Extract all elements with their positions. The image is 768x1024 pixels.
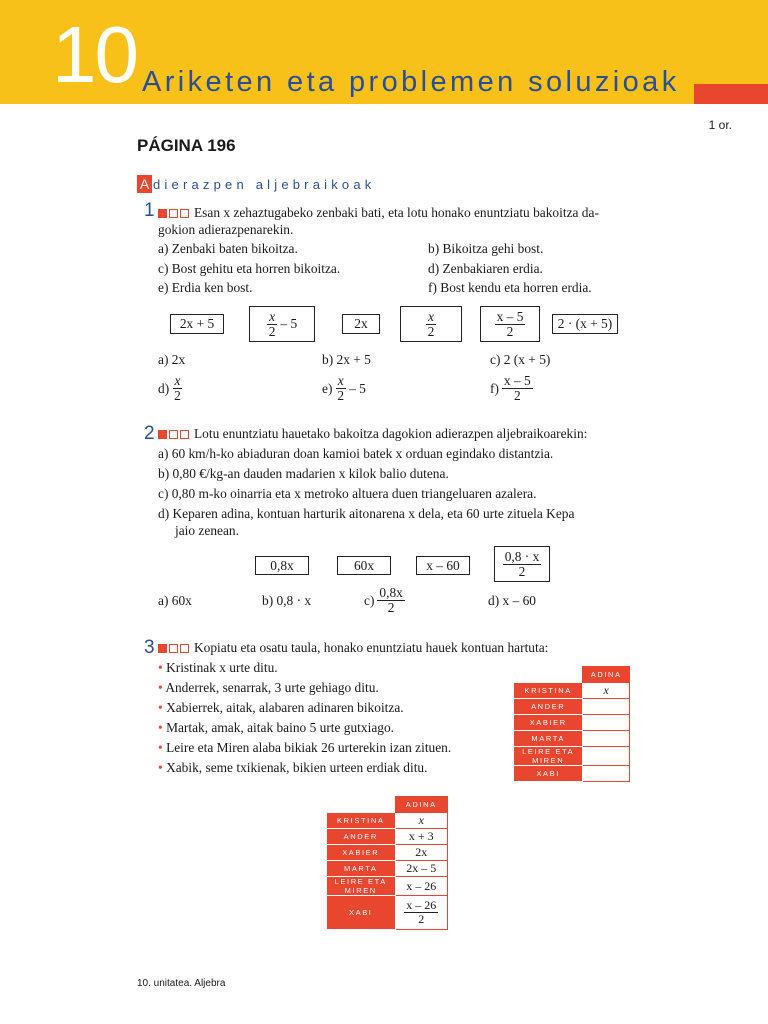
fraction-denominator: 2: [268, 323, 276, 339]
q2-statement: Lotu enuntziatu hauetako bakoitza dagokion adierazpen aljebraikoarekin:: [194, 426, 588, 441]
fraction-numerator: x: [269, 308, 276, 324]
q3-bullet: • Xabierrek, aitak, alabaren adinaren bikoitza.: [158, 700, 404, 715]
row-label: XABI: [514, 766, 583, 782]
answer-text: d) x – 60: [488, 593, 536, 608]
table-cell: [395, 896, 448, 930]
expression-box: [552, 314, 618, 334]
row-label: KRISTINA: [327, 813, 396, 829]
fraction: [267, 310, 278, 339]
q1-answer-a: [158, 352, 185, 368]
fraction-denominator: 2: [337, 388, 345, 403]
table-cell: x: [583, 683, 630, 699]
expression-box: [416, 556, 470, 575]
expression-box: [249, 306, 315, 342]
exercise-table: [513, 666, 630, 782]
answer-label: e): [322, 380, 333, 396]
table-row: [327, 877, 448, 896]
q2-item-d-cont: jaio zenean.: [175, 523, 239, 538]
fraction: [503, 550, 542, 579]
fraction-numerator: 0,8 · x: [504, 548, 540, 564]
bullet-text: Leire eta Miren alaba bikiak 26 urterekin izan zituen.: [166, 740, 452, 755]
q3-bullet: • Leire eta Miren alaba bikiak 26 urterekin izan zituen.: [158, 740, 452, 755]
section-heading: [137, 175, 375, 193]
fraction: [502, 374, 533, 403]
difficulty-square: [180, 644, 189, 653]
answer-label: c): [364, 592, 375, 608]
expression-box: [342, 314, 380, 334]
chapter-number: 10: [52, 10, 137, 99]
table-row: [514, 683, 630, 699]
expression-box: [337, 556, 391, 575]
expression-box: [480, 306, 540, 342]
bullet-text: Anderrek, senarrak, 3 urte gehiago ditu.: [165, 680, 379, 695]
q2-answer-b: [262, 593, 311, 609]
page-heading: PÁGINA 196: [137, 136, 236, 155]
row-label: ANDER: [514, 699, 583, 715]
page-footer: 10. unitatea. Aljebra: [137, 978, 226, 989]
q3-bullet: • Kristinak x urte ditu.: [158, 660, 278, 675]
q1-answer-c: [490, 352, 550, 368]
expression-text: 2x: [354, 316, 368, 331]
row-label: XABIER: [327, 845, 396, 861]
answer-text: a) 2x: [158, 352, 186, 367]
fraction-numerator: x: [174, 373, 181, 388]
bullet-text: Xabik, seme txikienak, bikien urteen erdiak ditu.: [166, 760, 428, 775]
q3-bullet: • Xabik, seme txikienak, bikien urteen erdiak ditu.: [158, 760, 428, 775]
difficulty-squares: [158, 209, 189, 218]
expression-box: [400, 306, 462, 342]
difficulty-square: [169, 209, 178, 218]
expression-text: x – 60: [426, 557, 460, 573]
fraction-denominator: 2: [518, 563, 526, 579]
table-cell: 2x – 5: [395, 861, 448, 877]
q1-item-e: e) Erdia ken bost.: [158, 280, 253, 295]
row-label: LEIRE ETA MIREN: [514, 747, 583, 766]
q1-statement-line1: Esan x zehaztugabeko zenbaki bati, eta lotu honako enuntziatu bakoitza da-: [194, 205, 599, 220]
q2-answer-a: [158, 593, 192, 609]
table-row: [514, 715, 630, 731]
table-corner: [514, 667, 583, 683]
chapter-header: [0, 0, 768, 104]
q1-answer-f: [490, 374, 533, 403]
q3-bullet: • Anderrek, senarrak, 3 urte gehiago ditu.: [158, 680, 379, 695]
fraction-denominator: 2: [427, 323, 435, 339]
fraction-numerator: x – 5: [503, 373, 531, 388]
chapter-title: Ariketen eta problemen soluzioak: [142, 66, 680, 98]
fraction: [495, 310, 526, 339]
row-label: XABIER: [514, 715, 583, 731]
answer-text: a) 60x: [158, 593, 192, 608]
table-cell: x: [395, 813, 448, 829]
difficulty-square: [169, 430, 178, 439]
fraction: [426, 310, 437, 339]
table-row: [327, 829, 448, 845]
q1-answer-d: [158, 374, 183, 403]
table-cell: 2x: [395, 845, 448, 861]
row-label: MARTA: [327, 861, 396, 877]
q1-item-a: a) Zenbaki baten bikoitza.: [158, 241, 298, 256]
q1-item-f: f) Bost kendu eta horren erdia.: [428, 280, 592, 295]
table-row: [327, 813, 448, 829]
expression-text: 2 · (x + 5): [557, 316, 613, 331]
fraction-denominator: 2: [418, 912, 425, 926]
bullet-text: Xabierrek, aitak, alabaren adinaren bikoitza.: [166, 700, 404, 715]
difficulty-square-filled: [158, 209, 167, 218]
fraction-denominator: 2: [513, 388, 521, 403]
table-header: ADINA: [583, 667, 630, 683]
table-row: [514, 731, 630, 747]
fraction-denominator: 2: [387, 600, 395, 615]
row-label: ANDER: [327, 829, 396, 845]
question-3-number: 3: [144, 637, 155, 658]
difficulty-square: [180, 209, 189, 218]
q1-item-b: b) Bikoitza gehi bost.: [428, 241, 544, 256]
q2-answer-c: [364, 586, 405, 615]
q2-item-b: b) 0,80 €/kg-an dauden madarien x kilok balio dutena.: [158, 466, 449, 481]
bullet-text: Martak, amak, aitak baino 5 urte gutxiago.: [166, 720, 395, 735]
answer-text: – 5: [349, 380, 366, 396]
table-header: ADINA: [395, 797, 448, 813]
table-corner: [327, 797, 396, 813]
difficulty-squares: [158, 430, 189, 439]
q2-item-d: d) Keparen adina, kontuan harturik aitonarena x dela, eta 60 urte zituela Kepa: [158, 506, 575, 521]
table-cell-empty: [583, 731, 630, 747]
answer-label: d): [158, 380, 170, 396]
q1-item-d: d) Zenbakiaren erdia.: [428, 261, 543, 276]
q2-answer-d: [488, 593, 536, 609]
expression-text: 60x: [353, 557, 375, 573]
bullet-text: Kristinak x urte ditu.: [166, 660, 278, 675]
table-cell: x + 3: [395, 829, 448, 845]
fraction: [377, 586, 404, 615]
fraction-numerator: x – 26: [406, 898, 437, 912]
q3-bullet: • Martak, amak, aitak baino 5 urte gutxiago.: [158, 720, 395, 735]
expression-text: 0,8x: [270, 557, 294, 573]
q1-answer-e: [322, 374, 366, 403]
table-row: [327, 896, 448, 930]
row-label: KRISTINA: [514, 683, 583, 699]
answer-text: b) 0,8 · x: [262, 593, 312, 608]
fraction: [404, 899, 438, 926]
row-label: MARTA: [514, 731, 583, 747]
section-letter: A: [137, 175, 152, 193]
answer-label: f): [490, 380, 499, 396]
fraction-numerator: x – 5: [496, 308, 524, 324]
fraction-numerator: 0,8x: [379, 585, 403, 600]
difficulty-square-filled: [158, 644, 167, 653]
header-accent-strip: [694, 84, 768, 104]
q2-item-c: c) 0,80 m-ko oinarria eta x metroko altuera duen triangeluaren azalera.: [158, 486, 537, 501]
expression-box: [494, 546, 550, 582]
table-cell-empty: [583, 699, 630, 715]
q1-statement-line2: gokion adierazpenarekin.: [158, 222, 294, 237]
fraction-denominator: 2: [506, 323, 514, 339]
q2-item-a: a) 60 km/h-ko abiaduran doan kamioi batek x orduan egindako distantzia.: [158, 446, 554, 461]
fraction-numerator: x: [428, 308, 434, 324]
table-row: [327, 845, 448, 861]
q3-statement: Kopiatu eta osatu taula, honako enuntziatu hauek kontuan hartuta:: [194, 640, 549, 655]
table-row: [514, 747, 630, 766]
expression-text: – 5: [280, 316, 298, 331]
fraction-numerator: x: [337, 373, 344, 388]
expression-box: [170, 314, 224, 334]
table-row: [514, 699, 630, 715]
q1-answer-b: [322, 352, 371, 368]
table-cell: x – 26: [395, 877, 448, 896]
table-cell-empty: [583, 747, 630, 766]
question-2-number: 2: [144, 423, 155, 444]
fraction-denominator: 2: [174, 388, 181, 403]
table-cell-empty: [583, 715, 630, 731]
fraction: [335, 374, 346, 403]
difficulty-square: [169, 644, 178, 653]
question-1-number: 1: [144, 200, 155, 221]
expression-box: [255, 556, 309, 575]
table-row: [514, 766, 630, 782]
fraction: [172, 374, 183, 403]
row-label: XABI: [327, 896, 396, 930]
answer-text: c) 2 (x + 5): [490, 352, 551, 367]
solution-table: [326, 796, 448, 930]
difficulty-squares: [158, 644, 189, 653]
q1-item-c: c) Bost gehitu eta horren bikoitza.: [158, 261, 341, 276]
difficulty-square: [180, 430, 189, 439]
row-label: LEIRE ETA MIREN: [327, 877, 396, 896]
difficulty-square-filled: [158, 430, 167, 439]
answer-text: b) 2x + 5: [322, 352, 371, 367]
section-title: dierazpen aljebraikoak: [153, 176, 376, 192]
page-marker: 1 or.: [708, 118, 732, 132]
table-row: [327, 861, 448, 877]
expression-text: 2x + 5: [179, 316, 215, 331]
table-cell-empty: [583, 766, 630, 782]
